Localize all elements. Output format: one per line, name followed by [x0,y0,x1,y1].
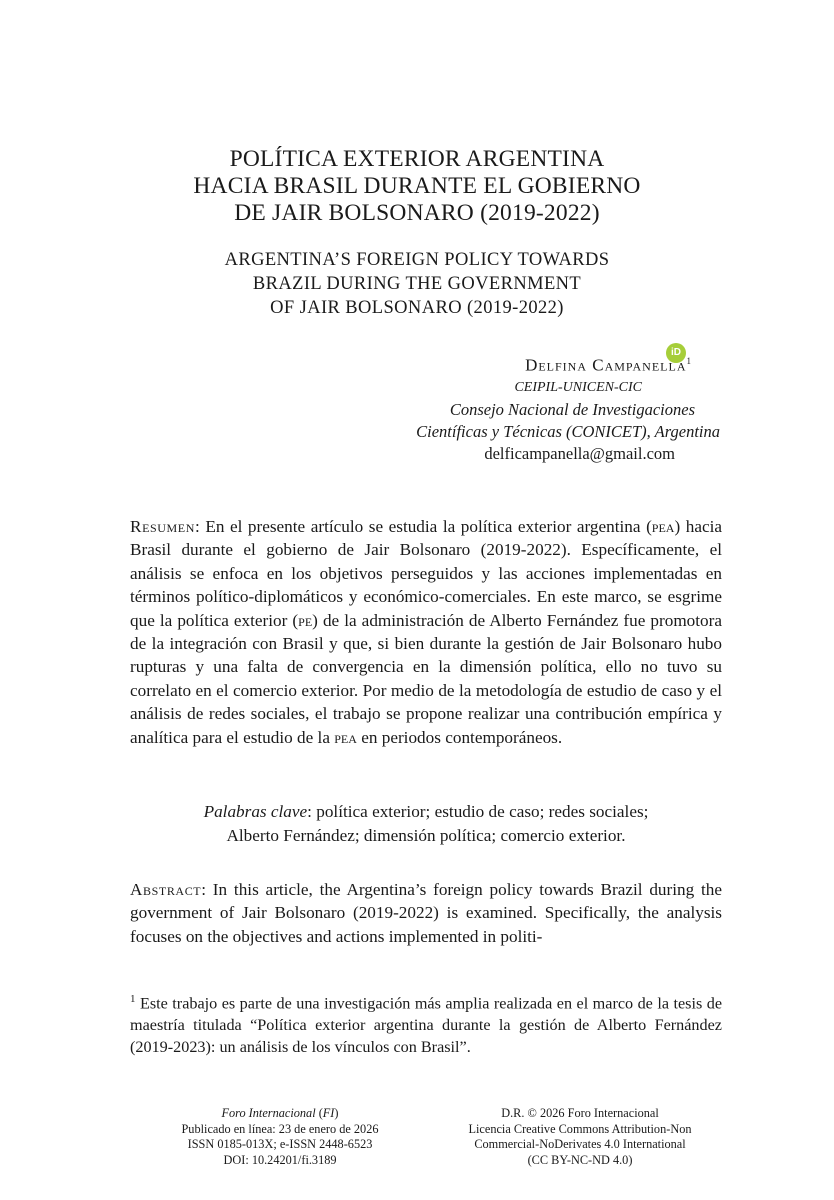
title-es-line3-text: DE JAIR BOLSONARO [234,200,474,226]
author-email-link[interactable]: delficampanella@gmail.com [484,443,675,463]
title-en-line2: BRAZIL DURING THE GOVERNMENT [252,274,582,294]
affiliation-2-line2 [380,421,720,443]
license-line1[interactable]: Licencia Creative Commons Attribution-Non [468,1121,692,1136]
abstract-text: : In this article, the Argentina’s foreign policy towards Brazil during the government of Jair Bolsonaro (2019-2022) is examined. Specifically, the analysis focuses on the objectives and actions implemented in politi- [130,880,722,946]
keywords-text-1: : política exterior; estudio de caso; redes sociales; [307,802,649,821]
journal-abbr-close: ) [334,1106,339,1120]
keywords-label: Palabras clave [203,802,308,821]
published-date: Publicado en línea: 23 de enero de 2026 [181,1121,379,1136]
resumen-seg3: ) de la administración de Alberto Fernández fue promotora de la integración con Brasil y que, si bien durante la gestión de Jair Bolsonaro hubo rupturas y una falta de convergencia en la dimensión política, ello no tuvo su correlato en el comercio exterior. Por medio de la metodología de estudio de caso y el análisis de redes sociales, el trabajo se propone realizar una contribución empírica y analítica para el estudio de la [130,610,722,747]
footnote-text: Este trabajo es parte de una investigación más amplia realizada en el marco de la tesis de maestría titulada “Política exterior argentina durante la gestión de Alberto Fernández (2019-2023): un análisis de los vínculos con Brasil”. [130,994,722,1057]
copyright: D.R. © 2026 Foro Internacional [501,1106,659,1120]
colophon-journal-line [150,1106,410,1122]
resumen-label: Resumen [130,517,195,536]
affiliation-2-acronym: CONICET [571,421,642,441]
resumen-acronym-pe: pe [298,610,313,630]
title-en-line3-text: OF JAIR BOLSONARO [270,298,462,318]
resumen-seg4: en periodos contemporáneos. [356,727,563,747]
orcid-icon[interactable]: iD [666,343,686,363]
affiliation-1: CEIPIL-UNICEN-CIC [514,379,642,395]
affiliation-2-line1: Consejo Nacional de Investigaciones [449,399,695,419]
keywords-text-2: Alberto Fernández; dimensión política; comercio exterior. [226,826,626,845]
license-line2[interactable]: Commercial-NoDerivates 4.0 International [474,1137,686,1151]
title-es-line2: HACIA BRASIL DURANTE EL GOBIERNO [193,173,641,199]
journal-abbr: FI [322,1106,335,1120]
author-block [380,350,720,465]
resumen-section [130,515,722,749]
author-footnote-mark[interactable]: 1 [686,356,691,366]
title-es-line1: POLÍTICA EXTERIOR ARGENTINA [229,146,605,172]
resumen-paragraph [130,515,722,749]
affiliation-2-pre: Científicas y Técnicas ( [416,421,572,441]
journal-abbr-open: ( [315,1106,323,1120]
resumen-acronym-pea-2: pea [334,727,357,747]
abstract-paragraph [130,878,722,948]
abstract-section [130,878,722,948]
abstract-label: Abstract [130,880,202,899]
title-es-years: (2019-2022) [480,200,600,226]
keywords [130,800,722,848]
title-spanish [120,146,714,227]
footnote-paragraph [130,988,722,1058]
author-name-wrap [525,350,691,377]
title-en-line3 [120,296,714,320]
title-es-line3 [120,200,714,227]
affiliation-2-post: ), Argentina [641,421,720,441]
title-en-years: (2019-2022) [466,298,564,318]
footnote [130,988,722,1058]
colophon-license-info [430,1106,730,1168]
resumen-seg2: ) hacia Brasil durante el gobierno de Jair Bolsonaro (2019-2022). Específicamente, el análisis se enfoca en los objetivos perseguidos y las acciones implementadas en términos político-diplomáticos y económico-comerciales. En este marco, se esgrime que la política exterior ( [130,517,722,630]
colophon-journal-info [150,1106,410,1168]
resumen-seg1: : En el presente artículo se estudia la política exterior argentina ( [195,517,652,536]
journal-name: Foro Internacional [221,1106,316,1120]
resumen-acronym-pea: pea [651,517,675,536]
keywords-line1 [130,800,722,824]
title-english [120,248,714,320]
footnote-mark: 1 [130,993,136,1005]
license-line3[interactable]: (CC BY-NC-ND 4.0) [527,1152,633,1167]
doi-link[interactable]: DOI: 10.24201/fi.3189 [223,1152,337,1167]
issn: ISSN 0185-013X; e-ISSN 2448-6523 [187,1137,373,1151]
author-name: Delfina Campanella [525,355,687,375]
title-en-line1: ARGENTINA’S FOREIGN POLICY TOWARDS [224,250,610,270]
